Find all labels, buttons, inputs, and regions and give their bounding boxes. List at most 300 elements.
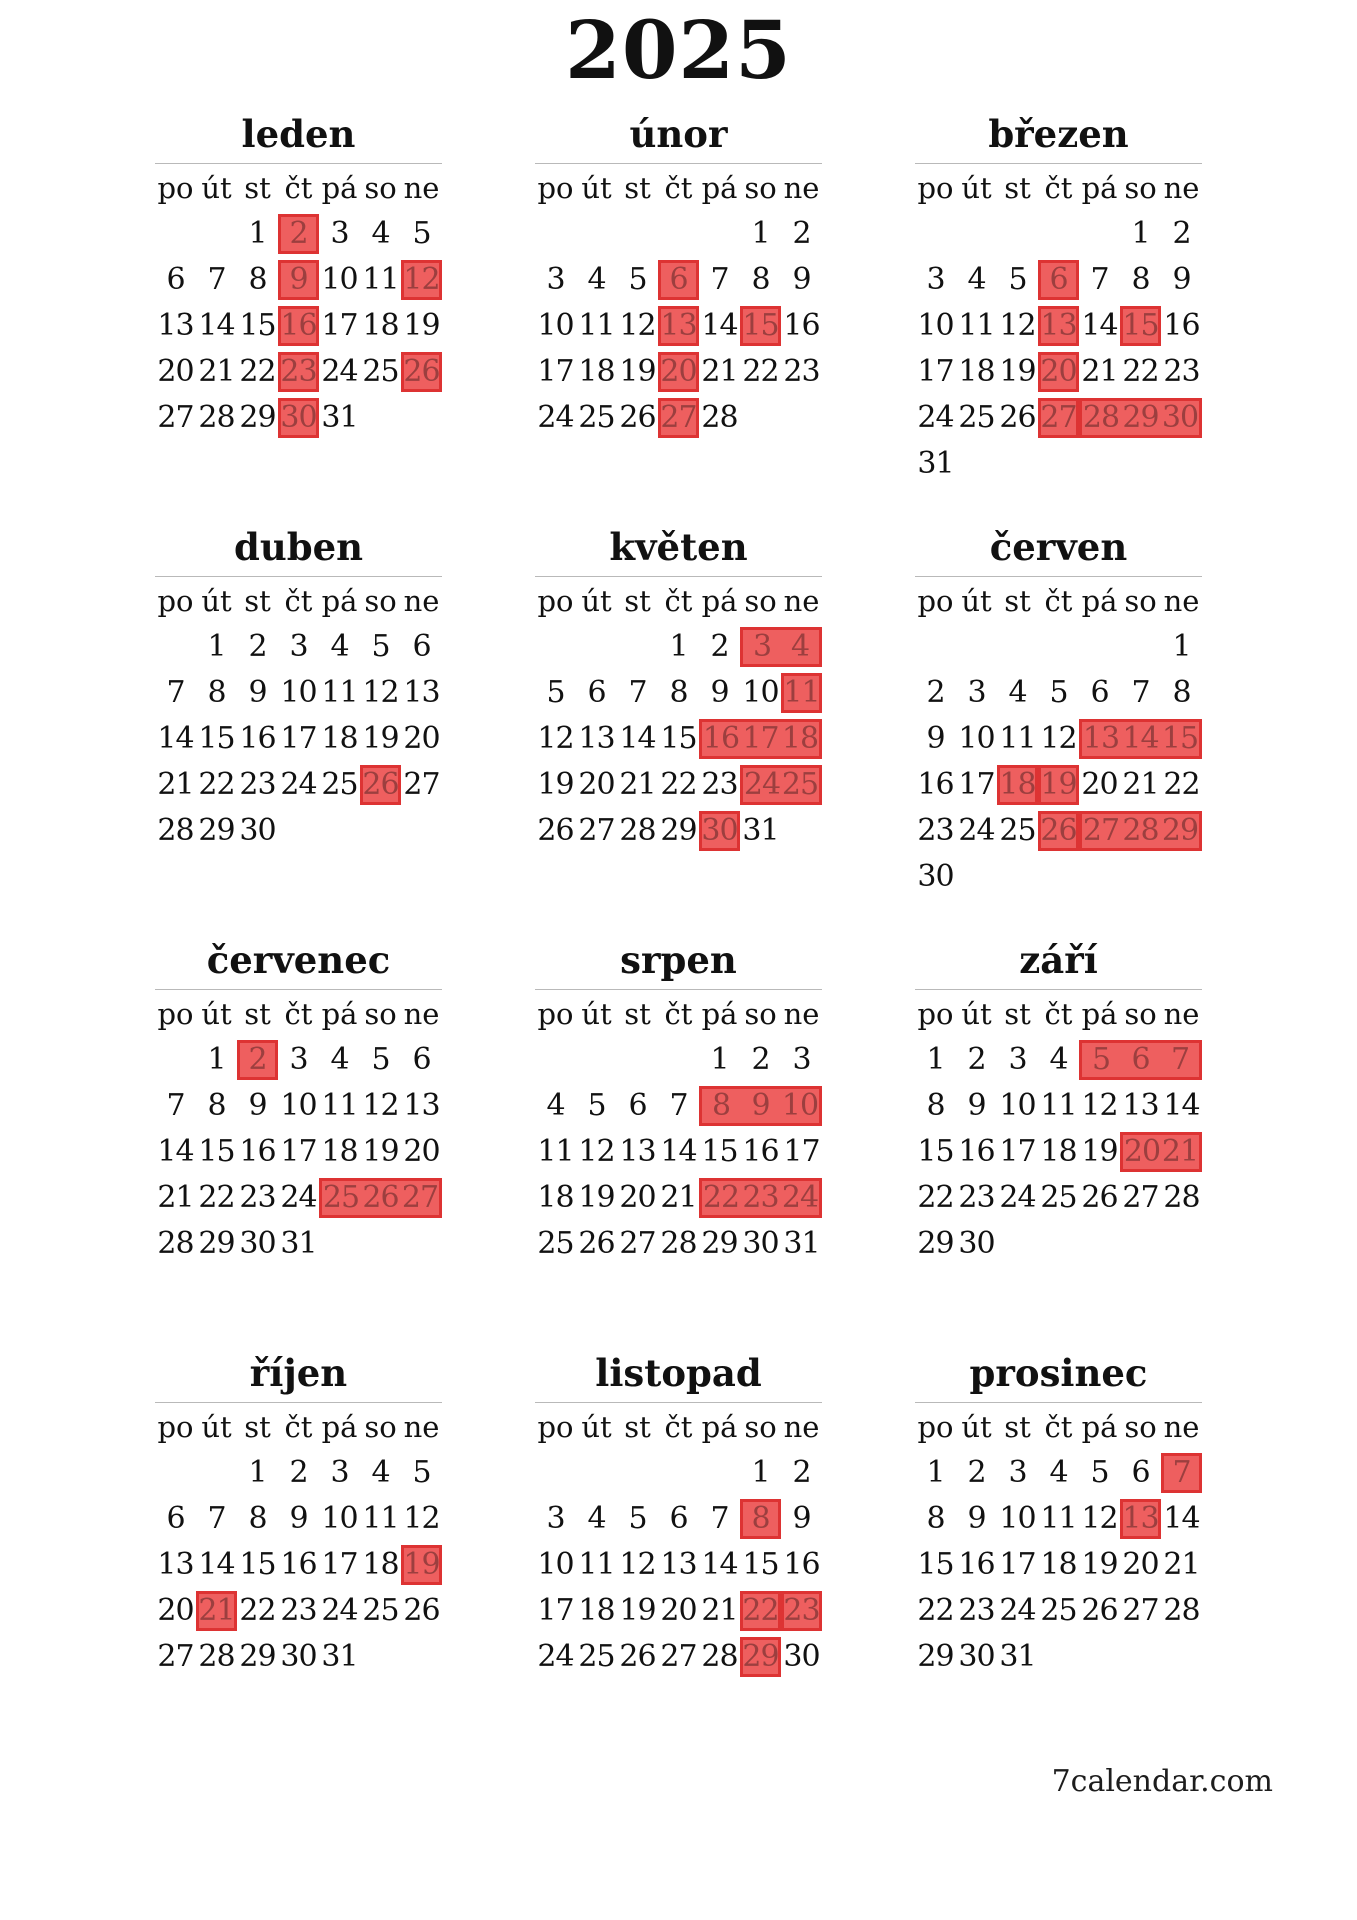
day-18-highlighted: 18 [997, 765, 1038, 805]
day-11: 11 [362, 1501, 399, 1537]
weekday-label-ne: ne [1163, 1409, 1200, 1444]
day-27: 27 [660, 1639, 697, 1675]
day-5: 5 [628, 1501, 647, 1537]
weekday-label-st: st [1004, 996, 1031, 1031]
day-2-highlighted: 2 [278, 214, 319, 254]
day-6: 6 [166, 1501, 185, 1537]
weekday-label-po: po [917, 583, 954, 618]
day-cell-empty [740, 398, 781, 438]
month-title-rule [535, 576, 822, 577]
day-17: 17 [917, 354, 954, 390]
day-24: 24 [280, 1180, 317, 1216]
day-cell-empty [401, 1637, 442, 1677]
day-17: 17 [280, 721, 317, 757]
day-27: 27 [619, 1226, 656, 1262]
day-8: 8 [926, 1088, 945, 1124]
day-cell-empty [1161, 857, 1202, 897]
day-9-highlighted: 9 [278, 260, 319, 300]
day-11: 11 [321, 675, 358, 711]
weekday-label-so: so [364, 170, 397, 205]
day-cell-empty [956, 214, 997, 254]
month-title-rule [915, 163, 1202, 164]
day-8: 8 [926, 1501, 945, 1537]
day-25: 25 [999, 813, 1036, 849]
weekday-label-po: po [157, 583, 194, 618]
day-6: 6 [412, 1042, 431, 1078]
day-4: 4 [1008, 675, 1027, 711]
weekday-label-ne: ne [783, 170, 820, 205]
day-27: 27 [157, 1639, 194, 1675]
day-3: 3 [926, 262, 945, 298]
day-16-highlighted: 16 [278, 306, 319, 346]
weekday-label-po: po [537, 170, 574, 205]
week-row [155, 1129, 442, 1175]
day-29-highlighted: 29 [740, 1637, 781, 1677]
month-leden [155, 114, 442, 441]
week-row [155, 1634, 442, 1680]
day-30-highlighted: 30 [278, 398, 319, 438]
month-title-rule [535, 989, 822, 990]
day-7: 7 [207, 1501, 226, 1537]
weekday-label-pá: pá [701, 170, 738, 205]
day-30: 30 [958, 1226, 995, 1262]
day-17: 17 [280, 1134, 317, 1170]
month-title: červenec [206, 938, 391, 982]
month-title: květen [609, 525, 748, 569]
week-row [535, 1542, 822, 1588]
day-22: 22 [917, 1593, 954, 1629]
day-28: 28 [619, 813, 656, 849]
weekday-label-pá: pá [701, 996, 738, 1031]
day-11-highlighted: 11 [781, 673, 822, 713]
day-4: 4 [330, 629, 349, 665]
month-title: prosinec [969, 1351, 1148, 1395]
day-cell-empty [576, 627, 617, 667]
day-13: 13 [157, 308, 194, 344]
day-31: 31 [321, 1639, 358, 1675]
day-21: 21 [619, 767, 656, 803]
day-cell-empty [196, 214, 237, 254]
day-9: 9 [289, 1501, 308, 1537]
day-13-highlighted: 13 [1038, 306, 1079, 346]
day-5: 5 [1008, 262, 1027, 298]
week-row [535, 303, 822, 349]
day-4: 4 [587, 1501, 606, 1537]
day-5: 5 [371, 629, 390, 665]
weekday-label-po: po [157, 996, 194, 1031]
weekday-label-st: st [624, 583, 651, 618]
day-30: 30 [958, 1639, 995, 1675]
day-29: 29 [660, 813, 697, 849]
day-19-highlighted: 19 [401, 1545, 442, 1585]
day-3: 3 [546, 1501, 565, 1537]
day-26: 26 [619, 400, 656, 436]
weekday-label-út: út [201, 170, 232, 205]
day-9: 9 [710, 675, 729, 711]
day-31: 31 [280, 1226, 317, 1262]
day-5: 5 [587, 1088, 606, 1124]
week-row [155, 624, 442, 670]
weekday-label-pá: pá [701, 1409, 738, 1444]
day-20: 20 [403, 1134, 440, 1170]
day-22: 22 [239, 1593, 276, 1629]
day-20: 20 [157, 1593, 194, 1629]
day-24: 24 [537, 400, 574, 436]
day-24: 24 [537, 1639, 574, 1675]
day-15: 15 [660, 721, 697, 757]
day-19: 19 [619, 354, 656, 390]
day-4: 4 [1049, 1455, 1068, 1491]
day-16: 16 [958, 1547, 995, 1583]
month-březen [915, 114, 1202, 487]
day-8: 8 [751, 262, 770, 298]
day-14: 14 [1163, 1088, 1200, 1124]
day-9: 9 [967, 1088, 986, 1124]
month-listopad [535, 1353, 822, 1680]
week-row [915, 808, 1202, 854]
day-10: 10 [537, 1547, 574, 1583]
day-14: 14 [1081, 308, 1118, 344]
day-cell-empty [781, 811, 822, 851]
weekday-header-row [155, 578, 442, 624]
day-15: 15 [917, 1134, 954, 1170]
day-28: 28 [157, 813, 194, 849]
day-13: 13 [1122, 1088, 1159, 1124]
day-9: 9 [967, 1501, 986, 1537]
weekday-label-čt: čt [664, 996, 693, 1031]
day-cell-empty [535, 1040, 576, 1080]
day-14: 14 [701, 308, 738, 344]
day-15: 15 [198, 1134, 235, 1170]
day-24: 24 [999, 1180, 1036, 1216]
day-19: 19 [403, 308, 440, 344]
day-8-highlighted: 8 [699, 1086, 740, 1126]
weekday-header-row [535, 1404, 822, 1450]
week-row [915, 1083, 1202, 1129]
week-row [155, 808, 442, 854]
day-6: 6 [412, 629, 431, 665]
day-cell-empty [1120, 1224, 1161, 1264]
day-cell-empty [1161, 444, 1202, 484]
weekday-label-so: so [1124, 170, 1157, 205]
day-11: 11 [321, 1088, 358, 1124]
day-6-highlighted: 6 [1120, 1040, 1161, 1080]
month-title: září [1019, 938, 1098, 982]
week-row [915, 1221, 1202, 1267]
day-27: 27 [1122, 1593, 1159, 1629]
weekday-label-pá: pá [321, 170, 358, 205]
week-row [915, 349, 1202, 395]
day-20: 20 [660, 1593, 697, 1629]
day-30: 30 [239, 1226, 276, 1262]
day-11: 11 [362, 262, 399, 298]
day-cell-empty [360, 1637, 401, 1677]
weekday-label-st: st [1004, 1409, 1031, 1444]
day-12: 12 [537, 721, 574, 757]
month-title-rule [535, 163, 822, 164]
day-22: 22 [198, 1180, 235, 1216]
day-15: 15 [701, 1134, 738, 1170]
day-21-highlighted: 21 [196, 1591, 237, 1631]
day-9: 9 [248, 675, 267, 711]
day-14: 14 [660, 1134, 697, 1170]
day-cell-empty [401, 811, 442, 851]
day-16-highlighted: 16 [699, 719, 740, 759]
day-7: 7 [166, 675, 185, 711]
day-23-highlighted: 23 [278, 352, 319, 392]
day-31: 31 [999, 1639, 1036, 1675]
week-row [155, 716, 442, 762]
day-16: 16 [917, 767, 954, 803]
day-3: 3 [967, 675, 986, 711]
day-13-highlighted: 13 [658, 306, 699, 346]
day-17: 17 [999, 1547, 1036, 1583]
day-17-highlighted: 17 [740, 719, 781, 759]
day-3-highlighted: 3 [740, 627, 781, 667]
day-23: 23 [783, 354, 820, 390]
weekday-label-ne: ne [403, 583, 440, 618]
day-7: 7 [628, 675, 647, 711]
day-12: 12 [403, 1501, 440, 1537]
weekday-label-st: st [1004, 583, 1031, 618]
day-25: 25 [1040, 1180, 1077, 1216]
day-23-highlighted: 23 [781, 1591, 822, 1631]
day-cell-empty [1038, 627, 1079, 667]
day-23: 23 [958, 1180, 995, 1216]
day-11: 11 [578, 1547, 615, 1583]
day-cell-empty [956, 627, 997, 667]
day-21: 21 [157, 767, 194, 803]
day-cell-empty [1161, 1637, 1202, 1677]
week-row [155, 395, 442, 441]
months-grid [0, 114, 1357, 1725]
day-13-highlighted: 13 [1079, 719, 1120, 759]
day-28: 28 [1163, 1180, 1200, 1216]
day-22: 22 [1122, 354, 1159, 390]
weekday-header-row [535, 165, 822, 211]
day-27-highlighted: 27 [658, 398, 699, 438]
day-6-highlighted: 6 [658, 260, 699, 300]
day-7: 7 [1090, 262, 1109, 298]
week-row [155, 1588, 442, 1634]
day-7-highlighted: 7 [1161, 1040, 1202, 1080]
day-5: 5 [546, 675, 565, 711]
day-9: 9 [248, 1088, 267, 1124]
day-cell-empty [1079, 444, 1120, 484]
week-row [915, 670, 1202, 716]
week-row [535, 211, 822, 257]
day-26: 26 [403, 1593, 440, 1629]
day-cell-empty [360, 811, 401, 851]
weekday-label-čt: čt [284, 1409, 313, 1444]
day-7: 7 [1131, 675, 1150, 711]
day-9-highlighted: 9 [740, 1086, 781, 1126]
day-29: 29 [917, 1639, 954, 1675]
day-5: 5 [412, 216, 431, 252]
day-8: 8 [1131, 262, 1150, 298]
weekday-label-út: út [961, 996, 992, 1031]
weekday-label-út: út [581, 583, 612, 618]
day-4: 4 [967, 262, 986, 298]
week-row [915, 854, 1202, 900]
weekday-header-row [155, 1404, 442, 1450]
weekday-label-st: st [624, 170, 651, 205]
day-21: 21 [157, 1180, 194, 1216]
day-16: 16 [239, 1134, 276, 1170]
week-row [915, 257, 1202, 303]
day-cell-empty [617, 627, 658, 667]
weekday-label-po: po [917, 170, 954, 205]
weekday-label-čt: čt [1044, 1409, 1073, 1444]
day-9: 9 [1172, 262, 1191, 298]
week-row [155, 211, 442, 257]
day-5: 5 [412, 1455, 431, 1491]
day-26: 26 [537, 813, 574, 849]
day-16: 16 [239, 721, 276, 757]
day-3: 3 [289, 629, 308, 665]
day-7: 7 [710, 262, 729, 298]
day-22: 22 [742, 354, 779, 390]
day-1: 1 [751, 1455, 770, 1491]
day-30: 30 [783, 1639, 820, 1675]
month-duben [155, 527, 442, 854]
day-26-highlighted: 26 [360, 765, 401, 805]
day-27: 27 [578, 813, 615, 849]
weekday-label-so: so [364, 1409, 397, 1444]
day-21: 21 [1163, 1547, 1200, 1583]
day-cell-empty [997, 1224, 1038, 1264]
day-8: 8 [248, 262, 267, 298]
weekday-label-čt: čt [664, 170, 693, 205]
day-cell-empty [658, 1040, 699, 1080]
week-row [915, 1037, 1202, 1083]
weekday-label-so: so [1124, 583, 1157, 618]
day-12: 12 [578, 1134, 615, 1170]
day-10: 10 [280, 675, 317, 711]
day-30: 30 [917, 859, 954, 895]
weekday-label-pá: pá [1081, 170, 1118, 205]
day-28: 28 [1163, 1593, 1200, 1629]
day-12: 12 [1040, 721, 1077, 757]
week-row [155, 1175, 442, 1221]
day-22: 22 [1163, 767, 1200, 803]
day-13: 13 [403, 1088, 440, 1124]
day-24: 24 [321, 354, 358, 390]
weekday-label-čt: čt [1044, 996, 1073, 1031]
day-12-highlighted: 12 [401, 260, 442, 300]
week-row [915, 441, 1202, 487]
day-14: 14 [1163, 1501, 1200, 1537]
day-27-highlighted: 27 [1079, 811, 1120, 851]
day-16: 16 [742, 1134, 779, 1170]
weekday-header-row [915, 578, 1202, 624]
day-27-highlighted: 27 [401, 1178, 442, 1218]
day-10: 10 [999, 1501, 1036, 1537]
day-21: 21 [660, 1180, 697, 1216]
day-4: 4 [587, 262, 606, 298]
week-row [155, 1450, 442, 1496]
month-title-rule [915, 1402, 1202, 1403]
day-6: 6 [669, 1501, 688, 1537]
month-title: srpen [620, 938, 737, 982]
day-28: 28 [198, 1639, 235, 1675]
day-20: 20 [403, 721, 440, 757]
day-18: 18 [578, 1593, 615, 1629]
weekday-label-so: so [744, 583, 777, 618]
day-cell-empty [997, 214, 1038, 254]
month-title: leden [241, 112, 356, 156]
day-5: 5 [1090, 1455, 1109, 1491]
day-30: 30 [280, 1639, 317, 1675]
week-row [535, 716, 822, 762]
weekday-label-út: út [581, 170, 612, 205]
day-22-highlighted: 22 [740, 1591, 781, 1631]
day-20: 20 [157, 354, 194, 390]
day-11: 11 [1040, 1088, 1077, 1124]
day-3: 3 [330, 1455, 349, 1491]
week-row [155, 1037, 442, 1083]
week-row [535, 1037, 822, 1083]
day-17: 17 [321, 308, 358, 344]
month-title-rule [155, 989, 442, 990]
weekday-label-čt: čt [1044, 170, 1073, 205]
day-18-highlighted: 18 [781, 719, 822, 759]
week-row [535, 257, 822, 303]
day-2: 2 [792, 216, 811, 252]
day-12: 12 [999, 308, 1036, 344]
day-cell-empty [997, 857, 1038, 897]
day-14: 14 [157, 721, 194, 757]
day-22: 22 [917, 1180, 954, 1216]
weekday-label-út: út [581, 1409, 612, 1444]
day-19-highlighted: 19 [1038, 765, 1079, 805]
week-row [535, 1221, 822, 1267]
week-row [915, 1588, 1202, 1634]
day-cell-empty [360, 1224, 401, 1264]
day-17: 17 [783, 1134, 820, 1170]
day-15: 15 [742, 1547, 779, 1583]
day-23: 23 [239, 1180, 276, 1216]
day-6: 6 [628, 1088, 647, 1124]
day-cell-empty [1120, 444, 1161, 484]
day-25: 25 [362, 1593, 399, 1629]
day-12: 12 [1081, 1088, 1118, 1124]
week-row [535, 808, 822, 854]
day-29-highlighted: 29 [1120, 398, 1161, 438]
day-20: 20 [578, 767, 615, 803]
weekday-label-ne: ne [403, 996, 440, 1031]
day-29: 29 [701, 1226, 738, 1262]
weekday-label-ne: ne [783, 583, 820, 618]
day-16: 16 [280, 1547, 317, 1583]
weekday-label-ne: ne [1163, 996, 1200, 1031]
day-14: 14 [157, 1134, 194, 1170]
week-row [155, 349, 442, 395]
day-11: 11 [958, 308, 995, 344]
day-1: 1 [751, 216, 770, 252]
day-25: 25 [321, 767, 358, 803]
day-3: 3 [1008, 1455, 1027, 1491]
day-10: 10 [999, 1088, 1036, 1124]
week-row [915, 1542, 1202, 1588]
day-4: 4 [371, 216, 390, 252]
day-19: 19 [1081, 1134, 1118, 1170]
weekday-label-út: út [961, 1409, 992, 1444]
day-15: 15 [239, 1547, 276, 1583]
day-cell-empty [401, 398, 442, 438]
week-row [915, 624, 1202, 670]
day-21: 21 [701, 354, 738, 390]
